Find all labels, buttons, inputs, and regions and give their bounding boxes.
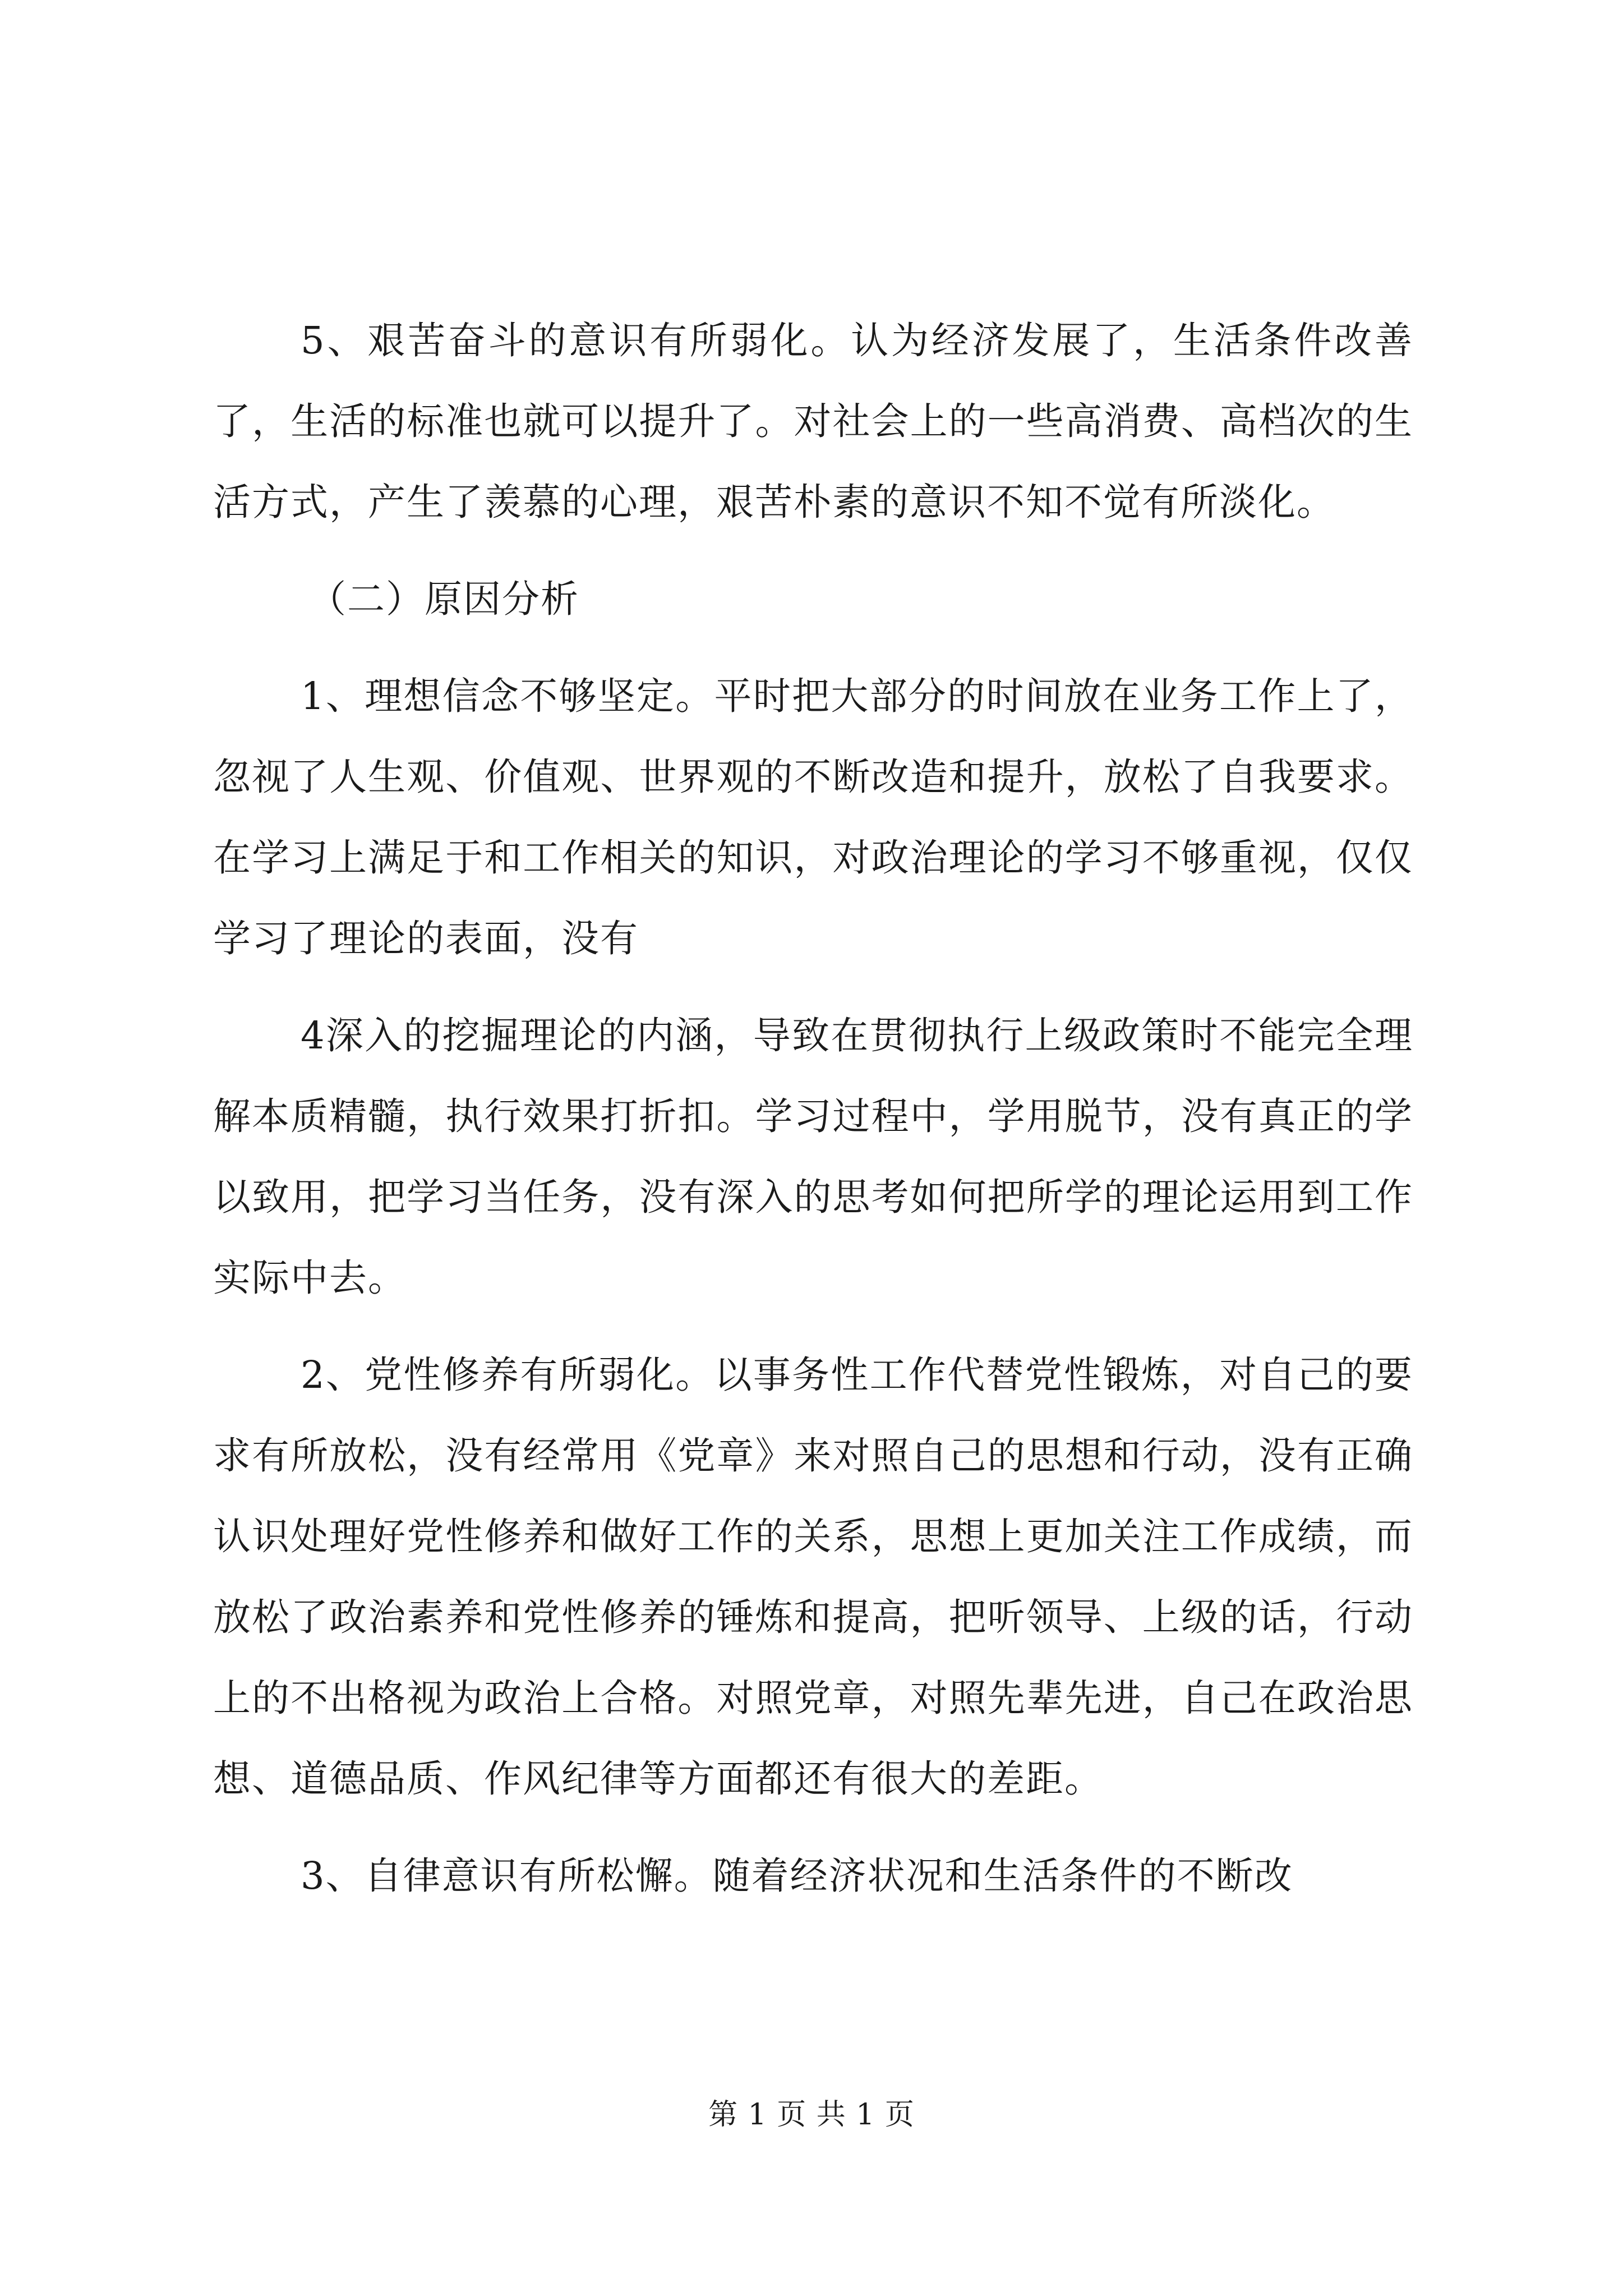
document-body [213, 300, 1413, 1932]
paragraph-point-3: 3、自律意识有所松懈。随着经济状况和生活条件的不断改 [301, 1854, 1293, 1898]
section-heading-cause-analysis: （二）原因分析 [308, 577, 579, 621]
paragraph-point-5: 5、艰苦奋斗的意识有所弱化。认为经济发展了，生活条件改善了，生活的标准也就可以提升了。对社会上的一些高消费、高档次的生活方式，产生了羡慕的心理，艰苦朴素的意识不知不觉有所淡化。 [213, 319, 1413, 524]
page-number-footer: 第 1 页 共 1 页 [708, 2098, 915, 2132]
paragraph-point-1: 1、理想信念不够坚定。平时把大部分的时间放在业务工作上了，忽视了人生观、价值观、世界观的不断改造和提升，放松了自我要求。在学习上满足于和工作相关的知识，对政治理论的学习不够重视，仅仅学习了理论的表面，没有 [213, 674, 1413, 960]
paragraph-point-2: 2、党性修养有所弱化。以事务性工作代替党性锻炼，对自己的要求有所放松，没有经常用《党章》来对照自己的思想和行动，没有正确认识处理好党性修养和做好工作的关系，思想上更加关注工作成绩，而放松了政治素养和党性修养的锤炼和提高，把听领导、上级的话，行动上的不出格视为政治上合格。对照党章，对照先辈先进，自己在政治思想、道德品质、作风纪律等方面都还有很大的差距。 [213, 1353, 1413, 1801]
paragraph-continuation: 4深入的挖掘理论的内涵，导致在贯彻执行上级政策时不能完全理解本质精髓，执行效果打折扣。学习过程中，学用脱节，没有真正的学以致用，把学习当任务，没有深入的思考如何把所学的理论运用到工作实际中去。 [213, 1014, 1413, 1300]
